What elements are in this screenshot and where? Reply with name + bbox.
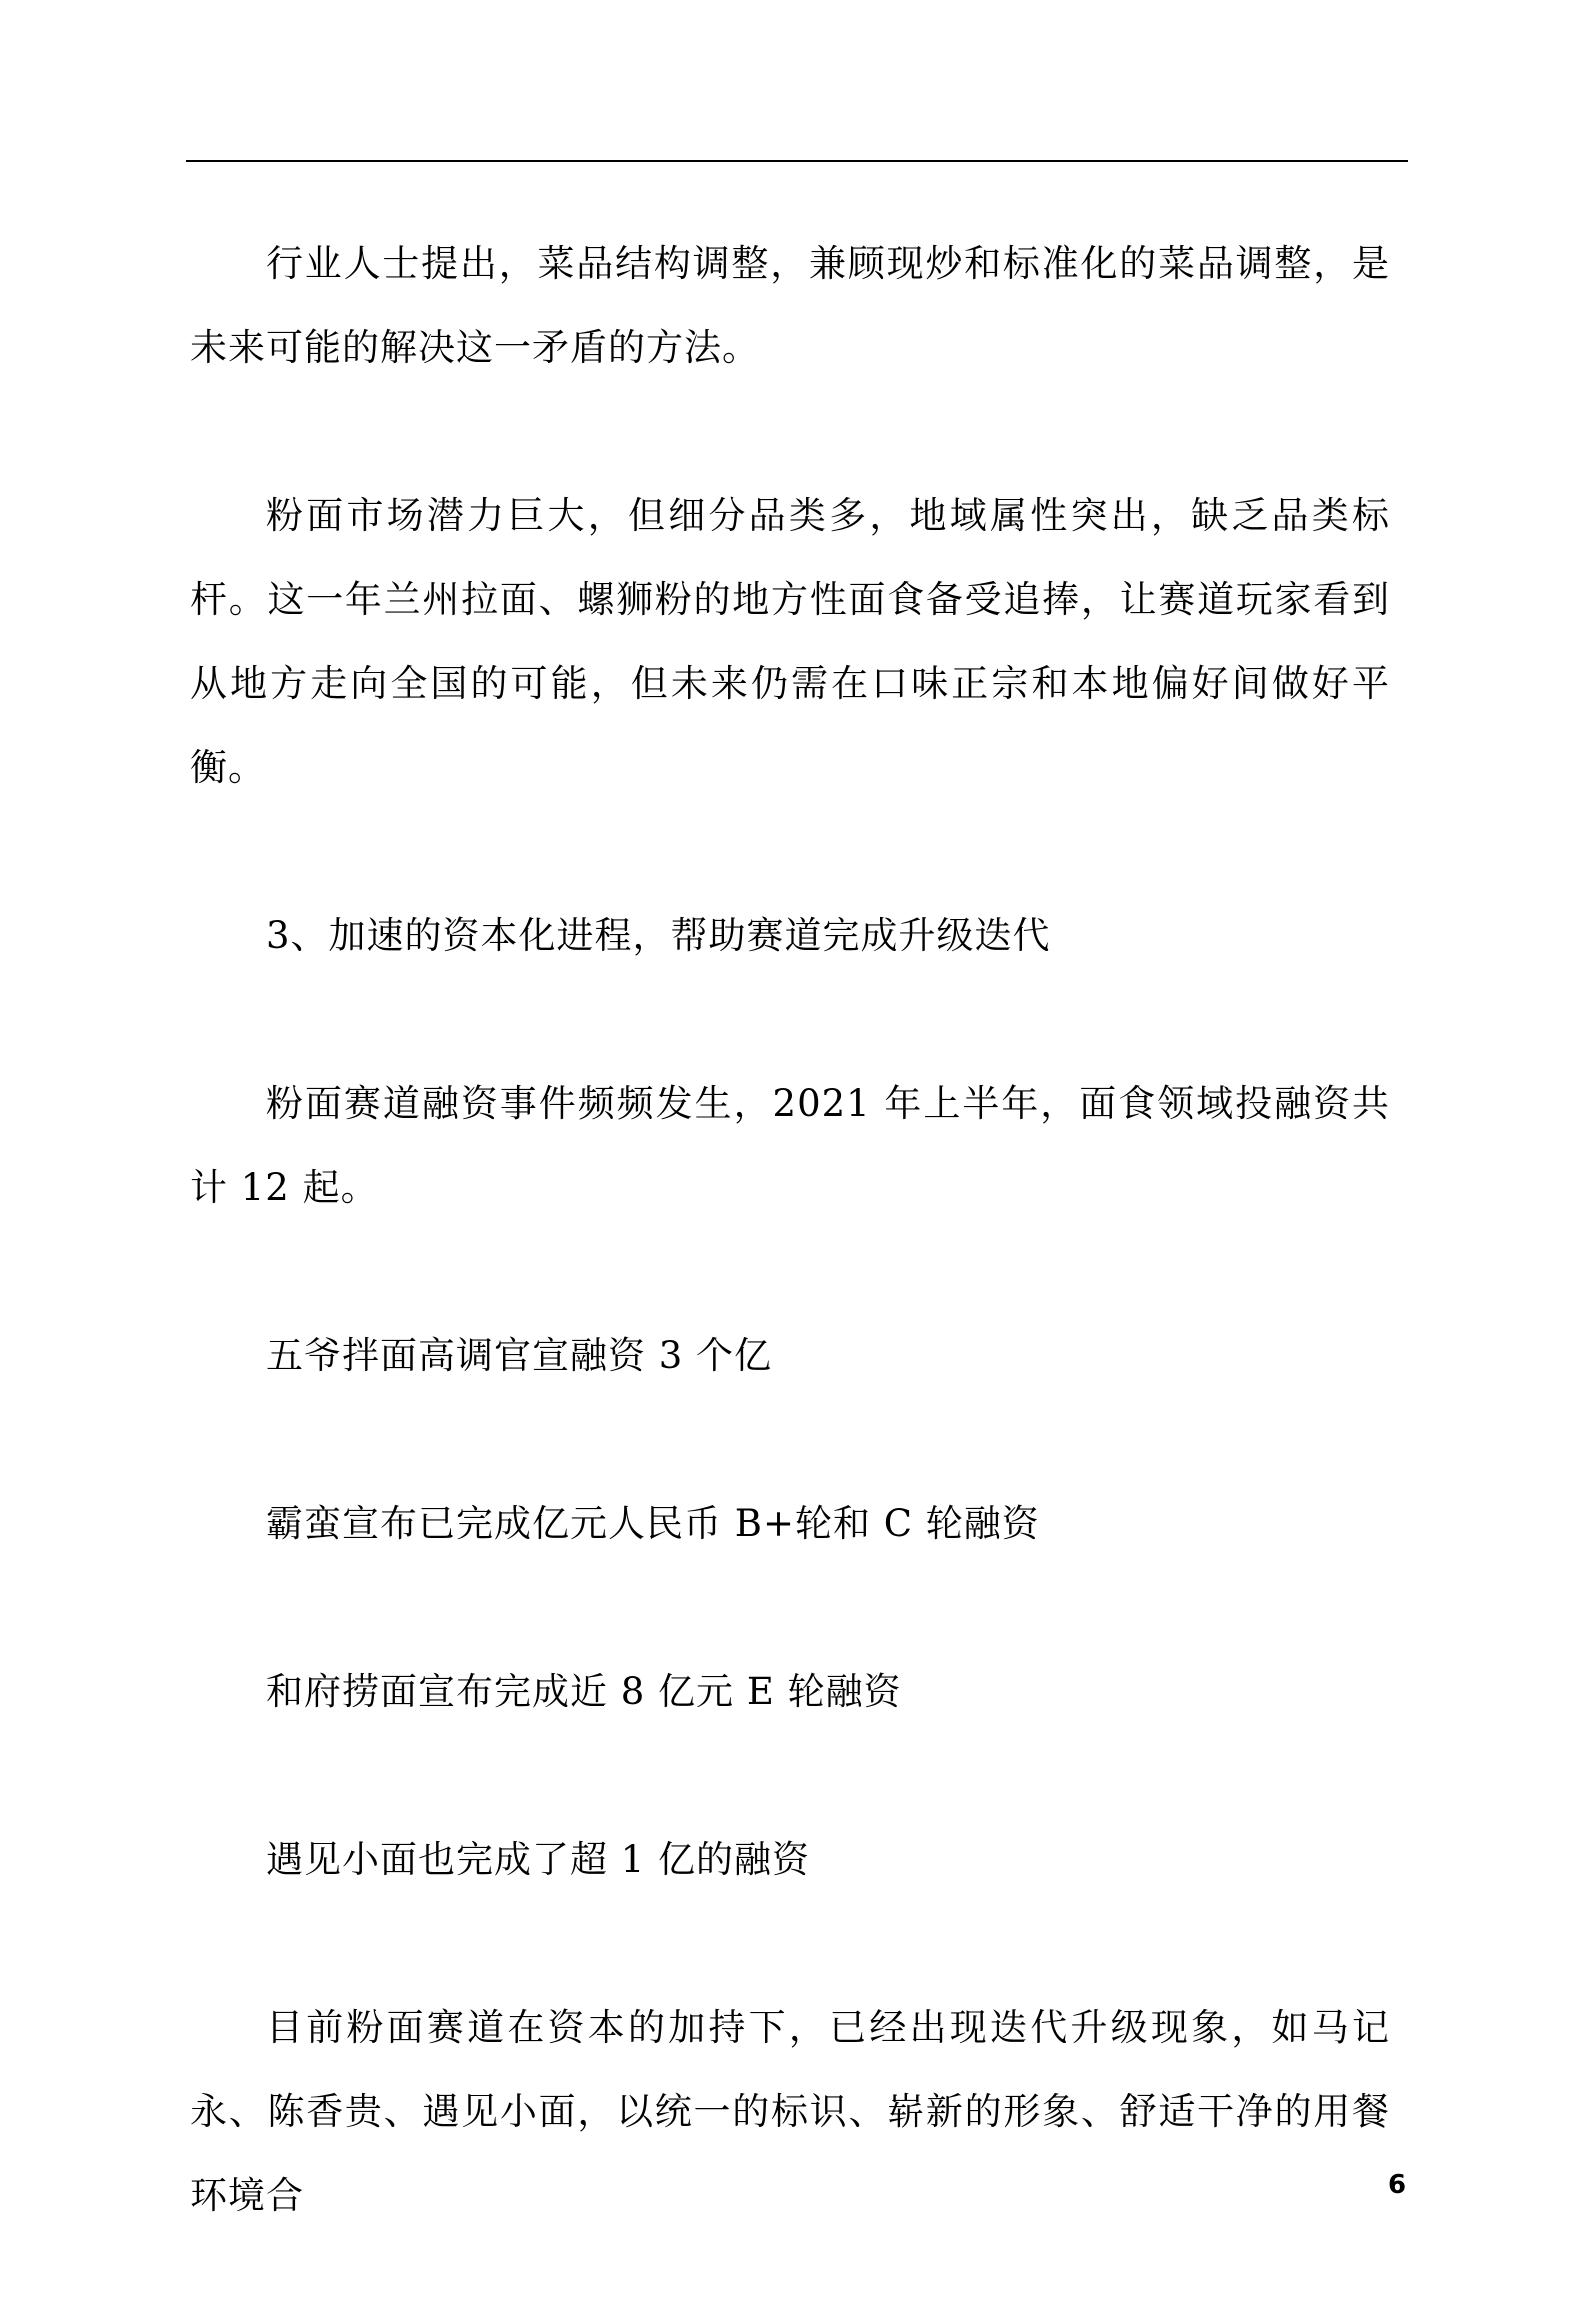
paragraph-menu-structure: 行业人士提出，菜品结构调整，兼顾现炒和标准化的菜品调整，是未来可能的解决这一矛盾的方法。	[190, 242, 1390, 369]
page-body	[190, 222, 1390, 2322]
list-item-hefu-laomian: 和府捞面宣布完成近 8 亿元 E 轮融资	[266, 1670, 902, 1713]
section-heading-capitalization: 3、加速的资本化进程，帮助赛道完成升级迭代	[266, 914, 1051, 957]
paragraph-noodle-market: 粉面市场潜力巨大，但细分品类多，地域属性突出，缺乏品类标杆。这一年兰州拉面、螺狮粉的地方性面食备受追捧，让赛道玩家看到从地方走向全国的可能，但未来仍需在口味正宗和本地偏好间做好平衡。	[190, 494, 1390, 789]
list-item-yujian-xiaomian: 遇见小面也完成了超 1 亿的融资	[266, 1838, 811, 1881]
page-number: 6	[1388, 2170, 1407, 2200]
paragraph-financing-events: 粉面赛道融资事件频频发生，2021 年上半年，面食领域投融资共计 12 起。	[190, 1082, 1390, 1209]
header-rule	[186, 160, 1408, 162]
paragraph-iteration-upgrade: 目前粉面赛道在资本的加持下，已经出现迭代升级现象，如马记永、陈香贵、遇见小面，以统一的标识、崭新的形象、舒适干净的用餐环境合	[190, 2006, 1390, 2217]
list-item-baman: 霸蛮宣布已完成亿元人民币 B+轮和 C 轮融资	[266, 1502, 1040, 1545]
list-item-wuye-banmian: 五爷拌面高调官宣融资 3 个亿	[266, 1334, 773, 1377]
